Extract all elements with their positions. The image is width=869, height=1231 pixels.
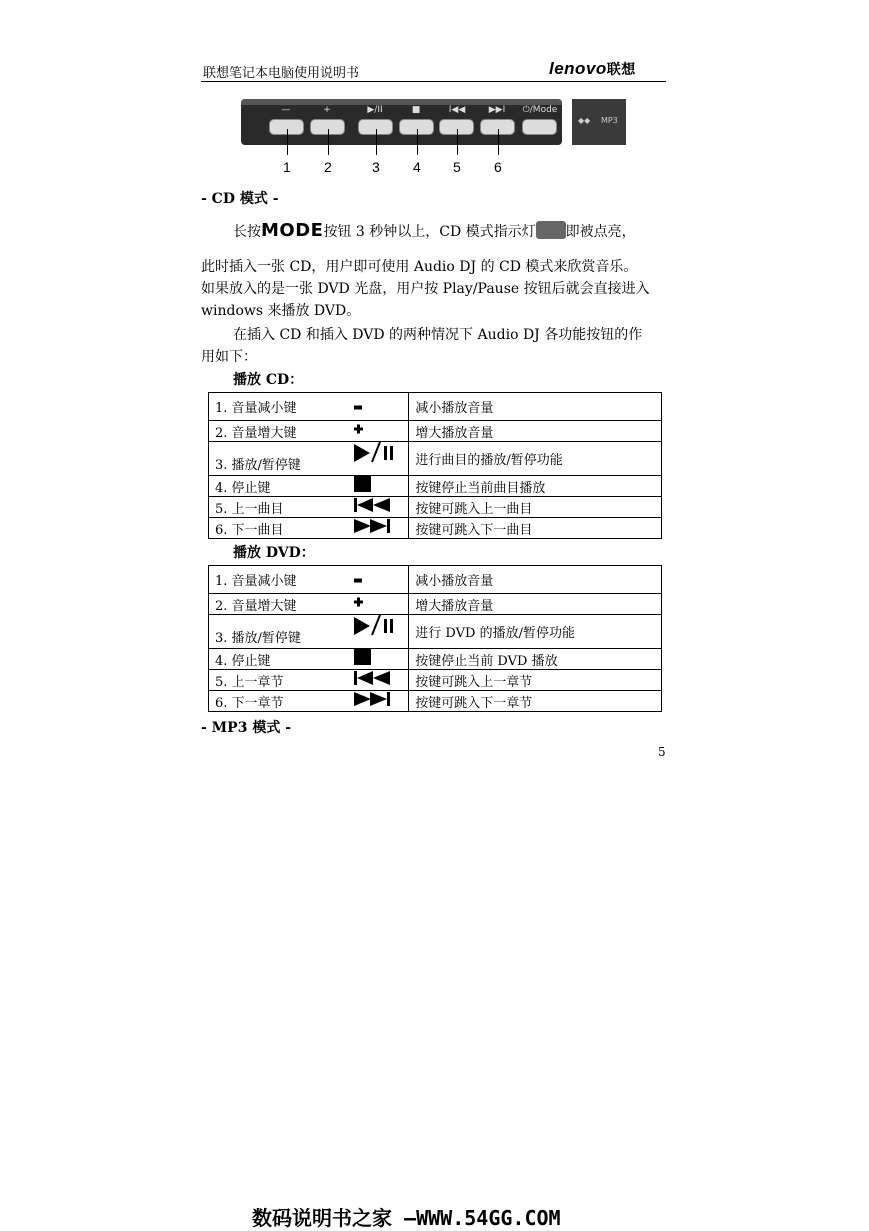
row-desc: 减小播放音量 — [409, 566, 662, 594]
stop-icon — [354, 475, 372, 497]
row-label: 2. 音量增大键 — [209, 594, 409, 615]
plus-icon — [354, 424, 364, 439]
row-desc: 按键可跳入上一章节 — [409, 670, 662, 691]
paragraph-1-c: 即被点亮， — [565, 224, 636, 240]
row-label: 3. 播放/暂停键 — [209, 615, 409, 649]
play-pause-icon — [354, 442, 396, 468]
paragraph-6: 用如下： — [201, 349, 257, 365]
lenovo-logo — [549, 59, 636, 79]
row-label: 4. 停止键 — [209, 476, 409, 497]
photo-symbol-next: ▶▶I — [488, 105, 506, 115]
mode-word: MODE — [261, 220, 324, 241]
footer-watermark: 数码说明书之家 —WWW.54GG.COM — [252, 1206, 561, 1230]
table-row — [209, 691, 662, 712]
row-label: 3. 播放/暂停键 — [209, 442, 409, 476]
stop-icon — [354, 648, 372, 670]
table-row — [209, 421, 662, 442]
cd-indicator-icon: ◆◆ — [578, 116, 591, 125]
row-label: 1. 音量减小键 — [209, 566, 409, 594]
table-row — [209, 518, 662, 539]
photo-symbol-previous: I◀◀ — [448, 105, 466, 115]
row-desc: 按键可跳入下一章节 — [409, 691, 662, 712]
page-number: 5 — [658, 745, 666, 759]
logo-cn: 联想 — [606, 61, 636, 77]
photo-symbol-play-pause: ▶/II — [367, 105, 383, 115]
play-pause-icon — [354, 615, 396, 641]
callout-1: 1 — [283, 159, 291, 175]
minus-icon — [354, 572, 364, 587]
row-label: 5. 上一章节 — [209, 670, 409, 691]
callout-line-1 — [287, 129, 288, 155]
row-label: 6. 下一曲目 — [209, 518, 409, 539]
previous-icon — [354, 670, 392, 690]
table-row — [209, 670, 662, 691]
row-desc: 按键可跳入下一曲目 — [409, 518, 662, 539]
next-icon — [354, 691, 392, 711]
row-desc: 减小播放音量 — [409, 393, 662, 421]
photo-button-mode — [522, 119, 557, 135]
row-label: 4. 停止键 — [209, 649, 409, 670]
photo-symbol-minus: — — [281, 105, 291, 115]
header-rule — [201, 81, 666, 82]
photo-symbol-plus: + — [323, 105, 331, 115]
mp3-indicator-label: MP3 — [601, 116, 618, 125]
row-desc: 进行 DVD 的播放/暂停功能 — [409, 615, 662, 649]
paragraph-5: 在插入 CD 和插入 DVD 的两种情况下 Audio DJ 各功能按钮的作 — [233, 327, 643, 343]
table-row — [209, 476, 662, 497]
table-row — [209, 615, 662, 649]
row-desc: 按键停止当前 DVD 播放 — [409, 649, 662, 670]
cd-table-title: 播放 CD： — [233, 372, 304, 388]
table-row — [209, 594, 662, 615]
logo-en: lenovo — [549, 59, 607, 78]
row-desc: 按键可跳入上一曲目 — [409, 497, 662, 518]
callout-6: 6 — [494, 159, 502, 175]
photo-symbol-stop: ■ — [411, 105, 421, 115]
row-desc: 增大播放音量 — [409, 421, 662, 442]
mp3-mode-heading: - MP3 模式 - — [201, 720, 292, 736]
table-row — [209, 497, 662, 518]
table-row — [209, 393, 662, 421]
cd-mode-heading: - CD 模式 - — [201, 191, 279, 207]
row-label: 1. 音量减小键 — [209, 393, 409, 421]
row-desc: 增大播放音量 — [409, 594, 662, 615]
callout-line-6 — [498, 129, 499, 155]
cd-indicator-icon — [536, 221, 566, 239]
button-strip-photo — [241, 99, 562, 145]
callout-line-2 — [328, 129, 329, 155]
indicator-photo — [572, 99, 626, 145]
callout-line-5 — [457, 129, 458, 155]
row-desc: 按键停止当前曲目播放 — [409, 476, 662, 497]
table-row — [209, 566, 662, 594]
table-row — [209, 649, 662, 670]
paragraph-1-b: 按钮 3 秒钟以上，CD 模式指示灯 — [323, 224, 536, 240]
paragraph-3: 如果放入的是一张 DVD 光盘，用户按 Play/Pause 按钮后就会直接进入 — [201, 281, 650, 297]
previous-icon — [354, 497, 392, 517]
minus-icon — [354, 399, 364, 414]
dvd-function-table — [208, 565, 662, 712]
header-title: 联想笔记本电脑使用说明书 — [203, 66, 360, 81]
row-label: 2. 音量增大键 — [209, 421, 409, 442]
row-desc: 进行曲目的播放/暂停功能 — [409, 442, 662, 476]
dvd-table-title: 播放 DVD： — [233, 545, 315, 561]
paragraph-1 — [233, 221, 636, 242]
callout-4: 4 — [413, 159, 421, 175]
callout-line-3 — [376, 129, 377, 155]
cd-function-table — [208, 392, 662, 539]
callout-3: 3 — [372, 159, 380, 175]
row-label: 6. 下一章节 — [209, 691, 409, 712]
next-icon — [354, 518, 392, 538]
row-label: 5. 上一曲目 — [209, 497, 409, 518]
photo-symbol-mode: ⏻/Mode — [522, 105, 558, 115]
callout-2: 2 — [324, 159, 332, 175]
plus-icon — [354, 597, 364, 612]
callout-line-4 — [417, 129, 418, 155]
paragraph-1-a: 长按 — [233, 224, 261, 240]
callout-5: 5 — [453, 159, 461, 175]
paragraph-4: windows 来播放 DVD。 — [201, 303, 361, 319]
table-row — [209, 442, 662, 476]
paragraph-2: 此时插入一张 CD，用户即可使用 Audio DJ 的 CD 模式来欣赏音乐。 — [201, 259, 638, 275]
